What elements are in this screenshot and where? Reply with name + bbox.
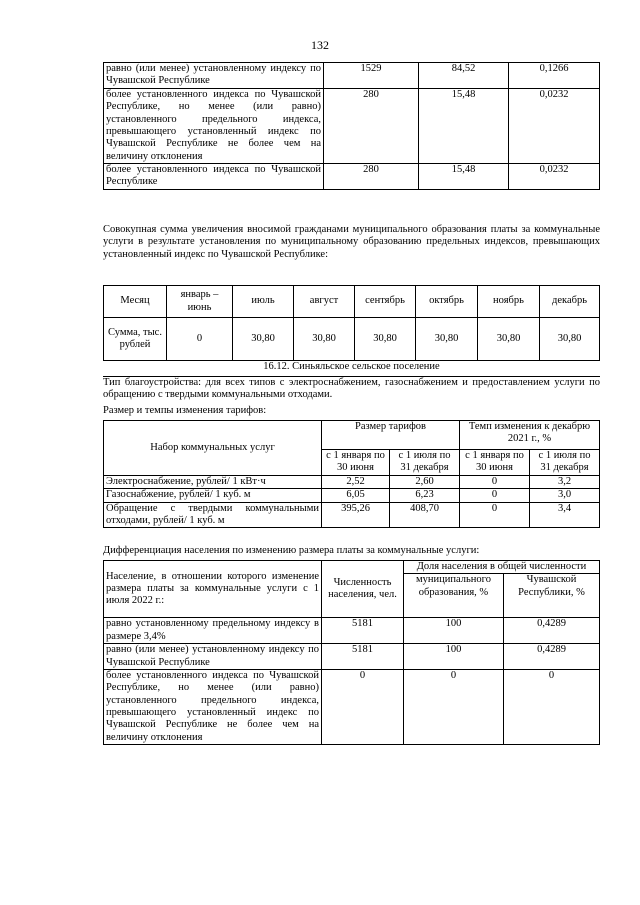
- col-jul: июль: [233, 286, 294, 318]
- col-population: Население, в отношении которого изменение размера платы за коммунальные услуги с 1 июля 2022 г.:: [104, 561, 322, 618]
- col-change-rate: Темп изменения к декабрю 2021 г., %: [460, 421, 600, 450]
- differentiation-heading: Дифференциация населения по изменению размера платы за коммунальные услуги:: [103, 545, 480, 556]
- col-tariff-size: Размер тарифов: [322, 421, 460, 450]
- table-row: [104, 618, 600, 644]
- row-count: 1529: [324, 63, 419, 89]
- row-pct-mun: 15,48: [419, 164, 509, 190]
- differentiation-table: [103, 560, 600, 745]
- cell-value: 3,2: [530, 475, 600, 488]
- total-increase-paragraph: Совокупная сумма увеличения вносимой гражданами муниципального образования платы за коммунальные услуги в результате установления по муниципальному образованию предельных индексов, превышающих установленный индекс по Чувашской Республике:: [103, 224, 600, 260]
- table-row: [104, 164, 600, 190]
- col-count: Численность населения, чел.: [322, 561, 404, 618]
- cell-value: 30,80: [294, 318, 355, 361]
- section-title: 16.12. Синьяльское сельское поселение: [263, 361, 440, 372]
- tariffs-table: [103, 420, 600, 528]
- cell-value: 30,80: [233, 318, 294, 361]
- cell-value: 395,26: [322, 502, 390, 528]
- cell-value: 6,23: [390, 489, 460, 502]
- row-pct-mun: 0: [404, 669, 504, 744]
- table-row: [104, 88, 600, 163]
- col-nov: ноябрь: [478, 286, 540, 318]
- col-jul-dec: с 1 июля по 31 декабря: [530, 450, 600, 476]
- service-name: Газоснабжение, рублей/ 1 куб. м: [104, 489, 322, 502]
- col-jan-jun: январь – июнь: [167, 286, 233, 318]
- cell-value: 6,05: [322, 489, 390, 502]
- row-pct-rep: 0,1266: [509, 63, 600, 89]
- table-row: [104, 669, 600, 744]
- table-row: [104, 475, 600, 488]
- cell-value: 2,60: [390, 475, 460, 488]
- row-pct-rep: 0,4289: [504, 618, 600, 644]
- col-jan-jun: с 1 января по 30 июня: [460, 450, 530, 476]
- cell-value: 30,80: [540, 318, 600, 361]
- col-jul-dec: с 1 июля по 31 декабря: [390, 450, 460, 476]
- col-month: Месяц: [104, 286, 167, 318]
- service-name: Электроснабжение, рублей/ 1 кВт·ч: [104, 475, 322, 488]
- row-label: равно установленному предельному индексу в размере 3,4%: [104, 618, 322, 644]
- service-name: Обращение с твердыми коммунальными отходами, рублей/ 1 куб. м: [104, 502, 322, 528]
- tariffs-heading: Размер и темпы изменения тарифов:: [103, 405, 267, 416]
- cell-value: 3,4: [530, 502, 600, 528]
- cell-value: 0: [460, 475, 530, 488]
- cell-value: 2,52: [322, 475, 390, 488]
- cell-value: 30,80: [478, 318, 540, 361]
- cell-value: 0: [167, 318, 233, 361]
- row-label: более установленного индекса по Чувашской Республике: [104, 164, 324, 190]
- row-label: более установленного индекса по Чувашской Республике, но менее (или равно) установленного предельного индекса, превышающего установленный индекс по Чувашской Республике не более чем на величину отклонения: [104, 669, 322, 744]
- row-count: 5181: [322, 644, 404, 670]
- table-row: [104, 644, 600, 670]
- row-count: 5181: [322, 618, 404, 644]
- row-pct-rep: 0,0232: [509, 88, 600, 163]
- cell-value: 408,70: [390, 502, 460, 528]
- row-label: более установленного индекса по Чувашской Республике, но менее (или равно) установленного предельного индекса, превышающего установленный индекс по Чувашской Республике не более чем на величину отклонения: [104, 88, 324, 163]
- table-header-row: [104, 286, 600, 318]
- row-pct-rep: 0,0232: [509, 164, 600, 190]
- col-sep: сентябрь: [355, 286, 416, 318]
- population-table-continued: [103, 62, 600, 190]
- col-oct: октябрь: [416, 286, 478, 318]
- cell-value: 0: [460, 489, 530, 502]
- row-pct-mun: 100: [404, 644, 504, 670]
- amenity-type-paragraph: Тип благоустройства: для всех типов с электроснабжением, газоснабжением и предоставлением услуги по обращению с твердыми коммунальными отходами.: [103, 377, 600, 401]
- row-pct-mun: 100: [404, 618, 504, 644]
- table-header-row: [104, 561, 600, 574]
- cell-value: 0: [460, 502, 530, 528]
- table-row: [104, 489, 600, 502]
- col-dec: декабрь: [540, 286, 600, 318]
- row-pct-mun: 15,48: [419, 88, 509, 163]
- cell-value: 30,80: [416, 318, 478, 361]
- col-republic: Чувашской Республики, %: [504, 574, 600, 618]
- col-services: Набор коммунальных услуг: [104, 421, 322, 476]
- row-label: Сумма, тыс. рублей: [104, 318, 167, 361]
- page-number: 132: [311, 38, 329, 52]
- col-municipal: муниципального образования, %: [404, 574, 504, 618]
- row-label: равно (или менее) установленному индексу по Чувашской Республике: [104, 644, 322, 670]
- monthly-sum-table: [103, 285, 600, 361]
- row-pct-rep: 0: [504, 669, 600, 744]
- cell-value: 3,0: [530, 489, 600, 502]
- col-share: Доля населения в общей численности: [404, 561, 600, 574]
- table-header-row: [104, 421, 600, 450]
- col-aug: август: [294, 286, 355, 318]
- col-jan-jun: с 1 января по 30 июня: [322, 450, 390, 476]
- row-label: равно (или менее) установленному индексу по Чувашской Республике: [104, 63, 324, 89]
- table-row: [104, 502, 600, 528]
- row-count: 280: [324, 164, 419, 190]
- row-count: 280: [324, 88, 419, 163]
- cell-value: 30,80: [355, 318, 416, 361]
- row-pct-mun: 84,52: [419, 63, 509, 89]
- table-row: [104, 63, 600, 89]
- table-row: [104, 318, 600, 361]
- row-count: 0: [322, 669, 404, 744]
- row-pct-rep: 0,4289: [504, 644, 600, 670]
